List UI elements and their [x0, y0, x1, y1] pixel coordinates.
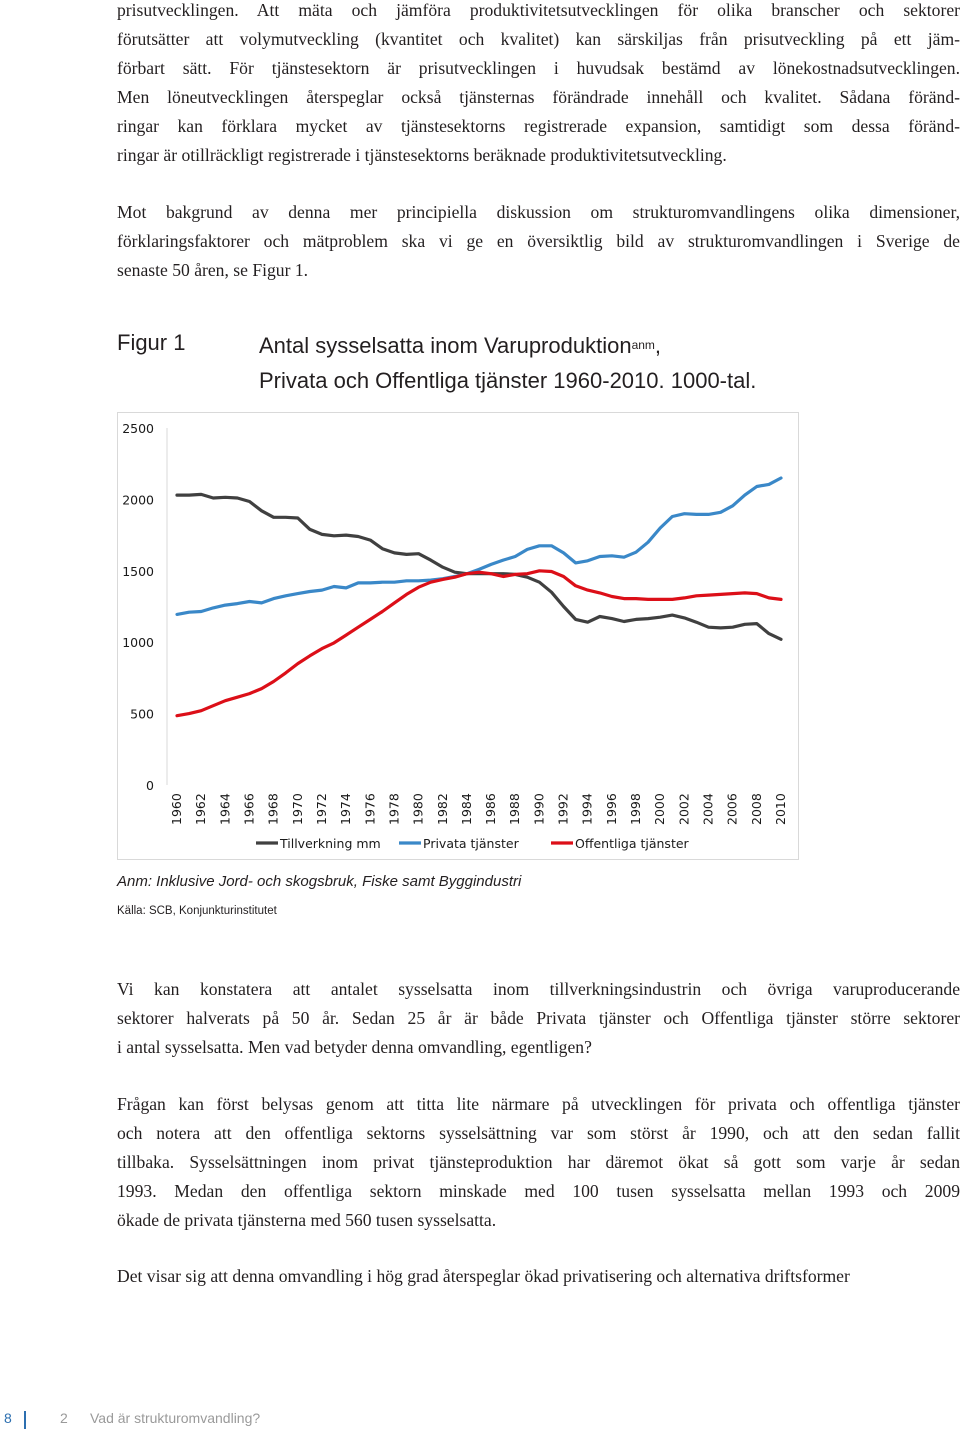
series-line-2 [177, 478, 781, 614]
x-tick-label: 1994 [579, 793, 595, 825]
x-tick-label: 2010 [773, 793, 788, 825]
x-tick-label: 1988 [507, 793, 523, 825]
x-tick-label: 1970 [289, 793, 305, 825]
y-tick-label: 1500 [122, 563, 154, 579]
paragraph-line: Men löneutvecklingen återspeglar också tjänsternas förändrade innehåll och kvalitet. Sådana föränd- [117, 87, 960, 107]
x-tick-label: 1980 [410, 793, 426, 825]
x-tick-label: 1966 [241, 793, 257, 825]
legend-label-1: Tillverkning mm [280, 836, 381, 851]
paragraph-line: senaste 50 åren, se Figur 1. [117, 260, 309, 280]
x-tick-label: 1982 [434, 793, 450, 825]
legend-label-2: Privata tjänster [423, 836, 519, 851]
x-tick-label: 1996 [603, 793, 619, 825]
paragraph-line: Det visar sig att denna omvandling i hög grad återspeglar ökad privatisering och alternativa driftsformer [117, 1266, 850, 1286]
x-tick-label: 2004 [700, 793, 716, 825]
figure-title [259, 330, 899, 396]
x-tick-label: 1960 [169, 793, 184, 825]
paragraph-line: förklaringsfaktorer och mätproblem ska vi ge en översiktlig bild av strukturomvandlingen i Sverige de [117, 231, 960, 251]
x-tick-label: 1972 [313, 793, 329, 825]
figure-title-comma: , [654, 333, 662, 358]
x-tick-label: 2008 [748, 793, 764, 825]
paragraph-line: prisutvecklingen. Att mäta och jämföra produktivitetsutvecklingen för olika branscher och sektorer [117, 0, 960, 20]
y-tick-label: 2500 [122, 421, 154, 436]
intro-paragraph [117, 0, 960, 170]
paragraph-line: förbart sätt. För tjänstesektorn är prisutvecklingen i huvudsak bestämd av lönekostnadsutvecklingen. [117, 58, 960, 78]
x-tick-label: 1986 [483, 793, 499, 825]
y-tick-label: 2000 [122, 492, 154, 508]
chapter-title: Vad är strukturomvandling? [90, 1410, 261, 1426]
x-tick-label: 1992 [555, 793, 571, 825]
footer-divider [24, 1411, 26, 1429]
x-tick-label: 1976 [362, 793, 378, 825]
series-line-1 [177, 494, 781, 639]
paragraph-line: 1993. Medan den offentliga sektorn minskade med 100 tusen sysselsatta mellan 1993 och 2009 [117, 1181, 960, 1201]
x-tick-label: 1990 [531, 793, 547, 825]
page-footer [0, 1410, 400, 1432]
x-tick-label: 1968 [265, 793, 281, 825]
figure-title-line2: Privata och Offentliga tjänster 1960-2010. 1000-tal. [259, 368, 757, 393]
figure-note: Anm: Inklusive Jord- och skogsbruk, Fiske samt Byggindustri [117, 873, 522, 890]
x-tick-label: 2002 [676, 793, 692, 825]
paragraph-line: sektorer halverats på 50 år. Sedan 25 år är både Privata tjänster och Offentliga tjänster större sektorer [117, 1008, 960, 1028]
paragraph-line: Mot bakgrund av denna mer principiella diskussion om strukturomvandlingens olika dimensioner, [117, 202, 960, 222]
paragraph-line: ringar kan förklara mycket av tjänstesektorns registrerade expansion, samtidigt som dessa föränd- [117, 116, 960, 136]
paragraph-line: ringar är otillräckligt registrerade i tjänstesektorns beräknade produktivitetsutveckling. [117, 145, 727, 165]
x-tick-label: 1998 [628, 793, 644, 825]
chart-frame [117, 412, 799, 860]
paragraph-line: och notera att den offentliga sektorns sysselsättning var som störst år 1990, och att den sedan fallit [117, 1123, 960, 1143]
paragraph-line: Frågan kan först belysas genom att titta lite närmare på utvecklingen för privata och offentliga tjänster [117, 1094, 960, 1114]
background-paragraph [117, 198, 960, 285]
page-number: 8 [4, 1410, 12, 1426]
legend-label-3: Offentliga tjänster [575, 836, 689, 851]
x-tick-label: 1978 [386, 793, 402, 825]
paragraph-line: i antal sysselsatta. Men vad betyder denna omvandling, egentligen? [117, 1037, 592, 1057]
conclusion-paragraph [117, 975, 960, 1062]
y-tick-label: 0 [146, 778, 154, 793]
x-tick-label: 1964 [217, 793, 233, 825]
paragraph-line: tillbaka. Sysselsättningen inom privat tjänsteproduktion har däremot ökat så gott som varje år sedan [117, 1152, 960, 1172]
x-tick-label: 2000 [652, 793, 668, 825]
series-line-3 [177, 571, 781, 716]
figure-label: Figur 1 [117, 330, 186, 355]
figure-title-line1: Antal sysselsatta inom Varuproduktion [259, 333, 632, 358]
x-tick-label: 1974 [338, 793, 354, 825]
employment-line-chart [118, 413, 798, 859]
x-tick-label: 1984 [458, 793, 474, 825]
y-tick-label: 500 [130, 706, 154, 722]
y-tick-label: 1000 [122, 635, 154, 651]
x-tick-label: 1962 [193, 793, 209, 825]
closing-paragraph [117, 1262, 960, 1291]
analysis-paragraph [117, 1090, 960, 1235]
x-tick-label: 2006 [724, 793, 740, 825]
paragraph-line: Vi kan konstatera att antalet sysselsatta inom tillverkningsindustrin och övriga varuproducerande [117, 979, 960, 999]
chapter-number: 2 [60, 1410, 68, 1426]
figure-source: Källa: SCB, Konjunkturinstitutet [117, 905, 277, 917]
figure-title-superscript: anm [631, 338, 655, 352]
paragraph-line: förutsätter att volymutveckling (kvantitet och kvalitet) kan särskiljas från prisutveckling på ett jäm- [117, 29, 960, 49]
paragraph-line: ökade de privata tjänsterna med 560 tusen sysselsatta. [117, 1210, 497, 1230]
